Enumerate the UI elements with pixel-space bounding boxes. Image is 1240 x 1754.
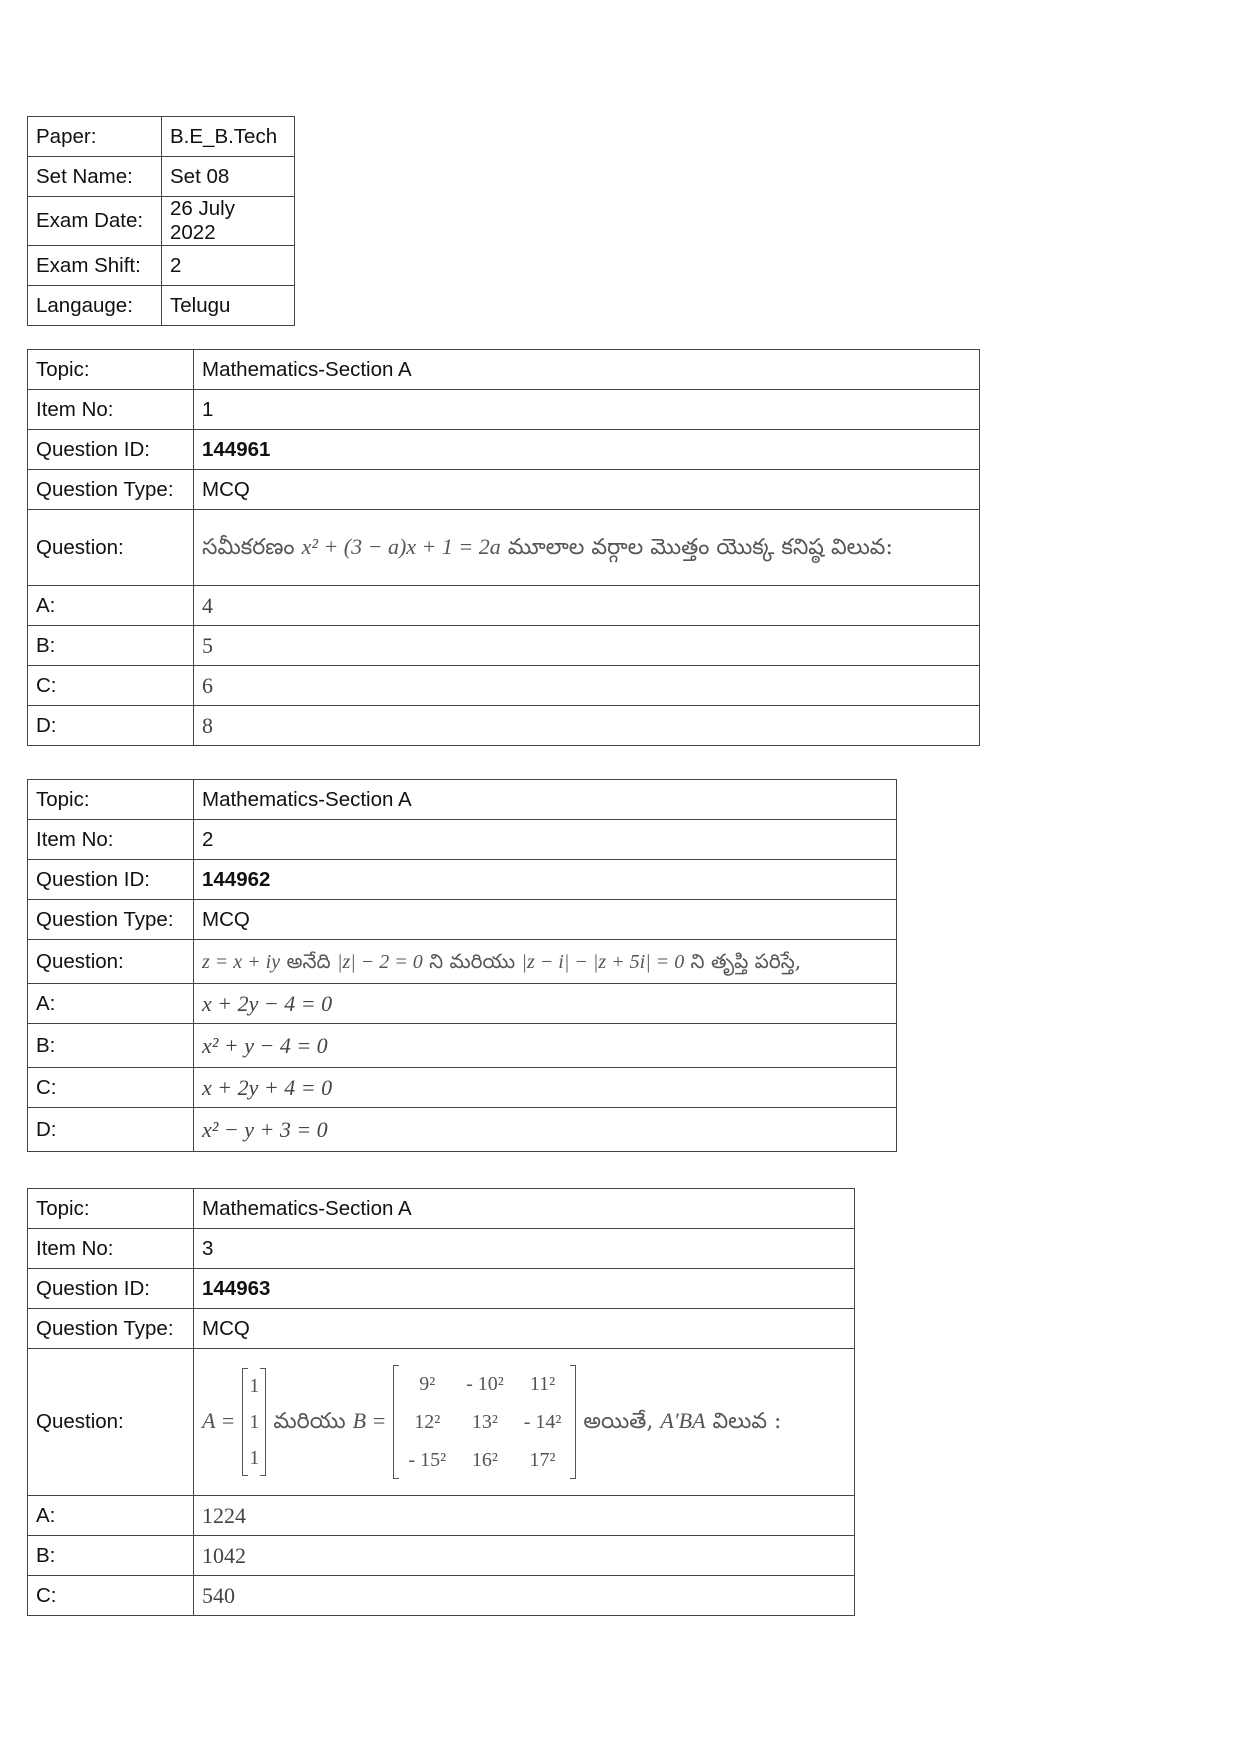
question-label: Question: (28, 510, 194, 586)
matrix-a-cell: 1 (249, 1375, 260, 1397)
exam-meta-table (27, 116, 295, 326)
question-text-part: మరియు (266, 1409, 353, 1434)
question-type-label: Question Type: (28, 470, 194, 510)
question-text-part: అయితే, (576, 1409, 661, 1434)
matrix-b-cell: 16² (471, 1449, 498, 1471)
paper-label: Paper: (28, 117, 162, 157)
item-no-value: 3 (194, 1229, 855, 1269)
option-c-value: 6 (194, 666, 980, 706)
matrix-b-cell: 11² (529, 1373, 556, 1395)
question-id-label: Question ID: (28, 860, 194, 900)
topic-label: Topic: (28, 780, 194, 820)
topic-label: Topic: (28, 350, 194, 390)
question-text-part: అనేది (280, 949, 337, 973)
matrix-a-symbol: A = (202, 1408, 236, 1433)
option-c-value: x + 2y + 4 = 0 (194, 1068, 897, 1108)
question-id-value: 144963 (194, 1269, 855, 1309)
option-c-label: C: (28, 666, 194, 706)
topic-label: Topic: (28, 1189, 194, 1229)
option-a-label: A: (28, 1496, 194, 1536)
option-d-value: x² − y + 3 = 0 (194, 1108, 897, 1152)
option-d-label: D: (28, 706, 194, 746)
option-b-label: B: (28, 1536, 194, 1576)
matrix-b-cell: 17² (529, 1449, 556, 1471)
option-a-value: x + 2y − 4 = 0 (194, 984, 897, 1024)
option-c-value: 540 (194, 1576, 855, 1616)
question-type-value: MCQ (194, 470, 980, 510)
question-text-part: సమీకరణం (202, 535, 302, 560)
matrix-a (242, 1368, 266, 1476)
topic-value: Mathematics-Section A (194, 1189, 855, 1229)
matrix-b (393, 1365, 576, 1479)
question-equation: z = x + iy (202, 951, 281, 973)
option-b-value: 5 (194, 626, 980, 666)
question-id-value: 144961 (194, 430, 980, 470)
question-text-part: ని తృప్తి పరిస్తే, (684, 949, 802, 973)
matrix-b-cell: 9² (419, 1373, 436, 1395)
option-a-value: 4 (194, 586, 980, 626)
option-b-label: B: (28, 626, 194, 666)
set-name-value: Set 08 (162, 157, 295, 197)
matrix-b-cell: - 14² (523, 1411, 562, 1433)
option-c-label: C: (28, 1576, 194, 1616)
question-id-value: 144962 (194, 860, 897, 900)
question-text (194, 1349, 855, 1496)
option-b-label: B: (28, 1024, 194, 1068)
matrix-a-cell: 1 (249, 1411, 260, 1433)
option-d-label: D: (28, 1108, 194, 1152)
matrix-b-cell: - 10² (466, 1373, 504, 1395)
question-type-value: MCQ (194, 900, 897, 940)
option-c-label: C: (28, 1068, 194, 1108)
matrix-a-cell: 1 (249, 1447, 260, 1469)
question-equation: |z| − 2 = 0 (336, 951, 423, 973)
set-name-label: Set Name: (28, 157, 162, 197)
exam-shift-label: Exam Shift: (28, 246, 162, 286)
question-table-3 (27, 1188, 855, 1616)
question-text-part: ని మరియు (422, 949, 522, 973)
option-a-label: A: (28, 984, 194, 1024)
option-a-value: 1224 (194, 1496, 855, 1536)
matrix-b-cell: 13² (471, 1411, 498, 1433)
question-text-part: మూలాల వర్గాల మొత్తం యొక్క కనిష్ఠ విలువ: (500, 535, 893, 560)
item-no-label: Item No: (28, 390, 194, 430)
question-type-label: Question Type: (28, 900, 194, 940)
question-id-label: Question ID: (28, 1269, 194, 1309)
exam-shift-value: 2 (162, 246, 295, 286)
matrix-b-cell: 12² (414, 1411, 441, 1433)
question-id-label: Question ID: (28, 430, 194, 470)
question-table-2 (27, 779, 897, 1152)
question-text-part: విలువ : (705, 1409, 782, 1434)
question-table-1 (27, 349, 980, 746)
matrix-b-cell: - 15² (408, 1449, 447, 1471)
item-no-label: Item No: (28, 820, 194, 860)
item-no-label: Item No: (28, 1229, 194, 1269)
language-value: Telugu (162, 286, 295, 326)
question-text (194, 510, 980, 586)
question-label: Question: (28, 940, 194, 984)
question-equation: A′BA (660, 1408, 706, 1433)
matrix-b-symbol: B = (352, 1408, 387, 1433)
question-equation: x² + (3 − a)x + 1 = 2a (301, 534, 501, 559)
paper-value: B.E_B.Tech (162, 117, 295, 157)
question-type-value: MCQ (194, 1309, 855, 1349)
option-d-value: 8 (194, 706, 980, 746)
language-label: Langauge: (28, 286, 162, 326)
question-equation: |z − i| − |z + 5i| = 0 (521, 951, 685, 973)
question-type-label: Question Type: (28, 1309, 194, 1349)
option-b-value: x² + y − 4 = 0 (194, 1024, 897, 1068)
exam-date-value: 26 July 2022 (162, 197, 295, 246)
topic-value: Mathematics-Section A (194, 780, 897, 820)
option-b-value: 1042 (194, 1536, 855, 1576)
question-text (194, 940, 897, 984)
option-a-label: A: (28, 586, 194, 626)
question-label: Question: (28, 1349, 194, 1496)
item-no-value: 1 (194, 390, 980, 430)
topic-value: Mathematics-Section A (194, 350, 980, 390)
item-no-value: 2 (194, 820, 897, 860)
exam-date-label: Exam Date: (28, 197, 162, 246)
